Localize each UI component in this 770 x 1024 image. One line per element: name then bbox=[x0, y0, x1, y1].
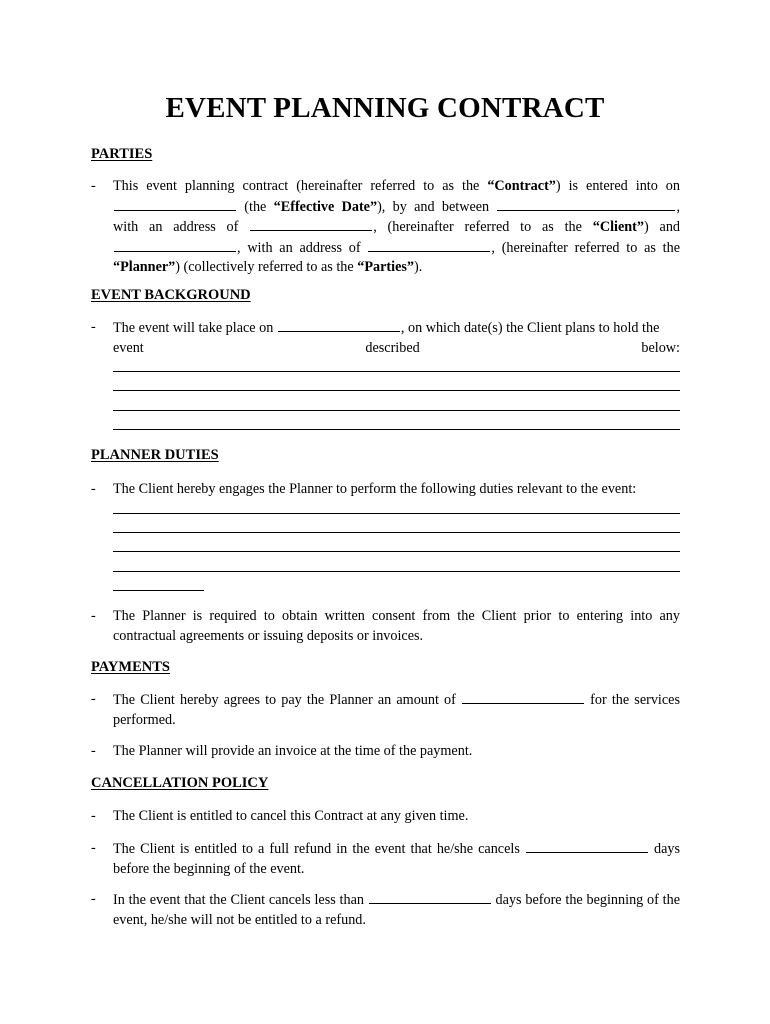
clause-text: below: bbox=[641, 339, 680, 356]
clause-text: The event will take place on bbox=[113, 320, 277, 336]
clause-text: (the bbox=[237, 198, 274, 215]
cancel-right-text: The Client is entitled to cancel this Contract at any given time. bbox=[113, 808, 469, 824]
clause-text: In the event that the Client cancels less than bbox=[113, 892, 368, 908]
invoice-clause-text: The Planner will provide an invoice at the time of the payment. bbox=[113, 743, 473, 759]
duties-line[interactable] bbox=[113, 551, 680, 552]
section-heading-planner-duties: PLANNER DUTIES bbox=[91, 447, 219, 463]
document-title: EVENT PLANNING CONTRACT bbox=[165, 92, 605, 124]
section-heading-parties: PARTIES bbox=[91, 146, 153, 162]
consent-clause bbox=[91, 607, 680, 646]
full-refund-text bbox=[113, 839, 680, 879]
clause-text: with an address of bbox=[113, 219, 250, 236]
bullet-dash: - bbox=[91, 840, 96, 856]
effective-date-blank[interactable] bbox=[114, 197, 236, 211]
bullet-dash: - bbox=[91, 743, 96, 759]
clause-text: ) is entered into on bbox=[555, 178, 680, 194]
clause-text: , (hereinafter referred to as the bbox=[491, 239, 680, 256]
clause-text: The Client is entitled to a full refund in the event that he/she cancels bbox=[113, 841, 525, 857]
no-refund-text bbox=[113, 890, 680, 930]
no-refund-days-blank[interactable] bbox=[369, 890, 491, 904]
clause-text: described bbox=[365, 339, 420, 356]
invoice-clause bbox=[91, 742, 680, 762]
bullet-dash: - bbox=[91, 319, 96, 335]
duties-line[interactable] bbox=[113, 590, 204, 591]
section-heading-event-background: EVENT BACKGROUND bbox=[91, 287, 251, 303]
client-name-blank[interactable] bbox=[497, 197, 675, 211]
parties-clause bbox=[91, 177, 680, 278]
no-refund-clause bbox=[91, 890, 680, 930]
clause-text: days before the beginning of the event, he/she will not be entitled to a refund. bbox=[113, 892, 680, 928]
defined-term-contract: “Contract” bbox=[487, 178, 556, 194]
consent-clause-text: The Planner is required to obtain written consent from the Client prior to entering into any contractual agreements or issuing deposits or invoices. bbox=[113, 608, 680, 644]
full-refund-clause bbox=[91, 839, 680, 879]
defined-term-parties: “Parties” bbox=[357, 259, 414, 276]
bullet-dash: - bbox=[91, 691, 96, 707]
bullet-dash: - bbox=[91, 808, 96, 824]
background-clause-text bbox=[113, 318, 680, 358]
event-date-blank[interactable] bbox=[278, 318, 400, 332]
bullet-dash: - bbox=[91, 608, 96, 624]
client-address-blank[interactable] bbox=[250, 217, 372, 231]
clause-text: days before the beginning of the event. bbox=[113, 841, 680, 877]
event-description-line[interactable] bbox=[113, 429, 680, 430]
clause-text: , bbox=[676, 198, 680, 215]
section-heading-cancellation-policy: CANCELLATION POLICY bbox=[91, 775, 269, 791]
parties-clause-text bbox=[113, 177, 680, 278]
payment-amount-blank[interactable] bbox=[462, 690, 584, 704]
cancel-right-clause bbox=[91, 807, 680, 827]
defined-term-effective-date: “Effective Date” bbox=[273, 198, 378, 215]
clause-text: for the services performed. bbox=[113, 692, 680, 728]
defined-term-client: “Client” bbox=[592, 219, 644, 236]
background-clause bbox=[91, 318, 680, 358]
clause-text: ) (collectively referred to as the bbox=[175, 259, 358, 276]
event-description-line[interactable] bbox=[113, 390, 680, 391]
event-description-line[interactable] bbox=[113, 371, 680, 372]
duties-clause-text: The Client hereby engages the Planner to perform the following duties relevant to the event: bbox=[113, 481, 637, 497]
planner-address-blank[interactable] bbox=[368, 238, 490, 252]
clause-text: The Client hereby agrees to pay the Planner an amount of bbox=[113, 692, 462, 708]
bullet-dash: - bbox=[91, 481, 96, 497]
payment-amount-text bbox=[113, 690, 680, 730]
clause-text: , with an address of bbox=[237, 239, 368, 256]
event-description-line[interactable] bbox=[113, 410, 680, 411]
duties-clause bbox=[91, 480, 680, 500]
duties-line[interactable] bbox=[113, 513, 680, 514]
clause-text: This event planning contract (hereinafter referred to as the bbox=[113, 178, 488, 194]
clause-text: ). bbox=[413, 259, 423, 276]
bullet-dash: - bbox=[91, 178, 96, 194]
clause-text: , (hereinafter referred to as the bbox=[373, 219, 593, 236]
defined-term-planner: “Planner” bbox=[113, 259, 176, 276]
planner-name-blank[interactable] bbox=[114, 238, 236, 252]
clause-text: ), by and between bbox=[377, 198, 497, 215]
duties-line[interactable] bbox=[113, 532, 680, 533]
bullet-dash: - bbox=[91, 891, 96, 907]
clause-text: , on which date(s) the Client plans to hold the bbox=[400, 320, 660, 336]
clause-text: ) and bbox=[644, 219, 681, 236]
section-heading-payments: PAYMENTS bbox=[91, 659, 170, 675]
duties-line[interactable] bbox=[113, 571, 680, 572]
payment-amount-clause bbox=[91, 690, 680, 730]
refund-days-blank[interactable] bbox=[526, 839, 648, 853]
clause-text: event bbox=[113, 339, 144, 356]
